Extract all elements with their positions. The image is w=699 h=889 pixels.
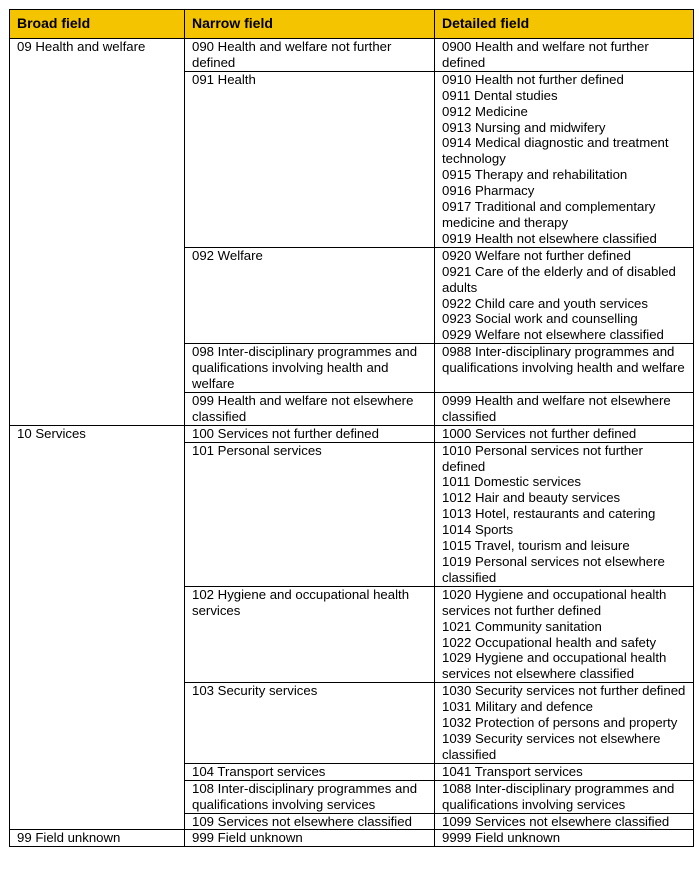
detailed-field-item: 0922 Child care and youth services bbox=[442, 295, 648, 311]
detailed-field-cell bbox=[435, 344, 694, 393]
detailed-field-item: 1031 Military and defence bbox=[442, 699, 594, 715]
detailed-field-item: 0919 Health not elsewhere classified bbox=[442, 230, 657, 246]
detailed-field-cell bbox=[435, 830, 694, 847]
detailed-field-cell bbox=[435, 247, 694, 343]
detailed-field-cell bbox=[435, 425, 694, 442]
table-header-row bbox=[10, 10, 694, 39]
detailed-field-item: 0911 Dental studies bbox=[442, 87, 558, 103]
narrow-field-cell: 098 Inter-disciplinary programmes and qualifications involving health and welfare bbox=[185, 344, 435, 393]
detailed-field-item: 0915 Therapy and rehabilitation bbox=[442, 167, 628, 183]
narrow-field-cell: 099 Health and welfare not elsewhere classified bbox=[185, 392, 435, 425]
detailed-field-item: 1021 Community sanitation bbox=[442, 618, 602, 634]
narrow-field-cell: 109 Services not elsewhere classified bbox=[185, 813, 435, 830]
detailed-field-cell bbox=[435, 780, 694, 813]
detailed-field-item: 0916 Pharmacy bbox=[442, 183, 535, 199]
detailed-field-cell bbox=[435, 586, 694, 682]
detailed-field-item: 0914 Medical diagnostic and treatment technology bbox=[442, 135, 669, 167]
field-classification-table bbox=[9, 9, 694, 847]
detailed-field-item: 0929 Welfare not elsewhere classified bbox=[442, 327, 664, 343]
detailed-field-item: 1022 Occupational health and safety bbox=[442, 634, 657, 650]
detailed-field-cell bbox=[435, 683, 694, 764]
detailed-field-cell bbox=[435, 39, 694, 72]
detailed-field-item: 0999 Health and welfare not elsewhere classified bbox=[442, 392, 671, 424]
detailed-field-item: 1019 Personal services not elsewhere classified bbox=[442, 554, 665, 585]
broad-field-cell: 99 Field unknown bbox=[10, 830, 185, 847]
table-row bbox=[10, 830, 694, 847]
detailed-field-item: 0921 Care of the elderly and of disabled adults bbox=[442, 263, 676, 295]
detailed-field-item: 1010 Personal services not further defined bbox=[442, 442, 643, 474]
detailed-field-item: 1000 Services not further defined bbox=[442, 425, 637, 441]
detailed-field-item: 0917 Traditional and complementary medicine and therapy bbox=[442, 199, 656, 230]
detailed-field-cell bbox=[435, 763, 694, 780]
detailed-field-item: 0923 Social work and counselling bbox=[442, 311, 638, 327]
narrow-field-cell: 090 Health and welfare not further defined bbox=[185, 39, 435, 72]
detailed-field-item: 0912 Medicine bbox=[442, 103, 528, 119]
narrow-field-cell: 103 Security services bbox=[185, 683, 435, 764]
detailed-field-item: 1011 Domestic services bbox=[442, 474, 582, 490]
narrow-field-cell: 092 Welfare bbox=[185, 247, 435, 343]
detailed-field-item: 1015 Travel, tourism and leisure bbox=[442, 538, 630, 554]
broad-field-cell: 10 Services bbox=[10, 425, 185, 830]
detailed-field-item: 1032 Protection of persons and property bbox=[442, 715, 678, 731]
narrow-field-cell: 104 Transport services bbox=[185, 763, 435, 780]
detailed-field-cell bbox=[435, 71, 694, 247]
narrow-field-cell: 091 Health bbox=[185, 71, 435, 247]
detailed-field-cell bbox=[435, 442, 694, 586]
header-broad-field: Broad field bbox=[10, 10, 185, 39]
detailed-field-item: 1012 Hair and beauty services bbox=[442, 490, 621, 506]
detailed-field-item: 0910 Health not further defined bbox=[442, 71, 624, 87]
detailed-field-item: 1029 Hygiene and occupational health services not elsewhere classified bbox=[442, 650, 667, 682]
detailed-field-cell bbox=[435, 813, 694, 830]
detailed-field-item: 1014 Sports bbox=[442, 522, 514, 538]
detailed-field-item: 1039 Security services not elsewhere classified bbox=[442, 730, 661, 762]
detailed-field-item: 1020 Hygiene and occupational health services not further defined bbox=[442, 586, 667, 618]
header-narrow-field: Narrow field bbox=[185, 10, 435, 39]
detailed-field-item: 0900 Health and welfare not further defined bbox=[442, 39, 649, 70]
detailed-field-item: 9999 Field unknown bbox=[442, 830, 561, 846]
narrow-field-cell: 100 Services not further defined bbox=[185, 425, 435, 442]
detailed-field-item: 1099 Services not elsewhere classified bbox=[442, 813, 670, 829]
detailed-field-item: 1030 Security services not further defined bbox=[442, 683, 686, 699]
broad-field-cell: 09 Health and welfare bbox=[10, 39, 185, 426]
detailed-field-item: 0920 Welfare not further defined bbox=[442, 247, 631, 263]
table-row bbox=[10, 425, 694, 442]
header-detailed-field: Detailed field bbox=[435, 10, 694, 39]
detailed-field-cell bbox=[435, 392, 694, 425]
narrow-field-cell: 102 Hygiene and occupational health services bbox=[185, 586, 435, 682]
narrow-field-cell: 108 Inter-disciplinary programmes and qualifications involving services bbox=[185, 780, 435, 813]
table-body bbox=[10, 39, 694, 847]
detailed-field-item: 1013 Hotel, restaurants and catering bbox=[442, 506, 656, 522]
detailed-field-item: 1088 Inter-disciplinary programmes and qualifications involving services bbox=[442, 780, 675, 812]
detailed-field-item: 1041 Transport services bbox=[442, 763, 583, 779]
narrow-field-cell: 101 Personal services bbox=[185, 442, 435, 586]
table-row bbox=[10, 39, 694, 72]
classification-table-container bbox=[9, 9, 693, 847]
detailed-field-item: 0913 Nursing and midwifery bbox=[442, 119, 606, 135]
detailed-field-item: 0988 Inter-disciplinary programmes and qualifications involving health and welfare bbox=[442, 344, 685, 376]
narrow-field-cell: 999 Field unknown bbox=[185, 830, 435, 847]
